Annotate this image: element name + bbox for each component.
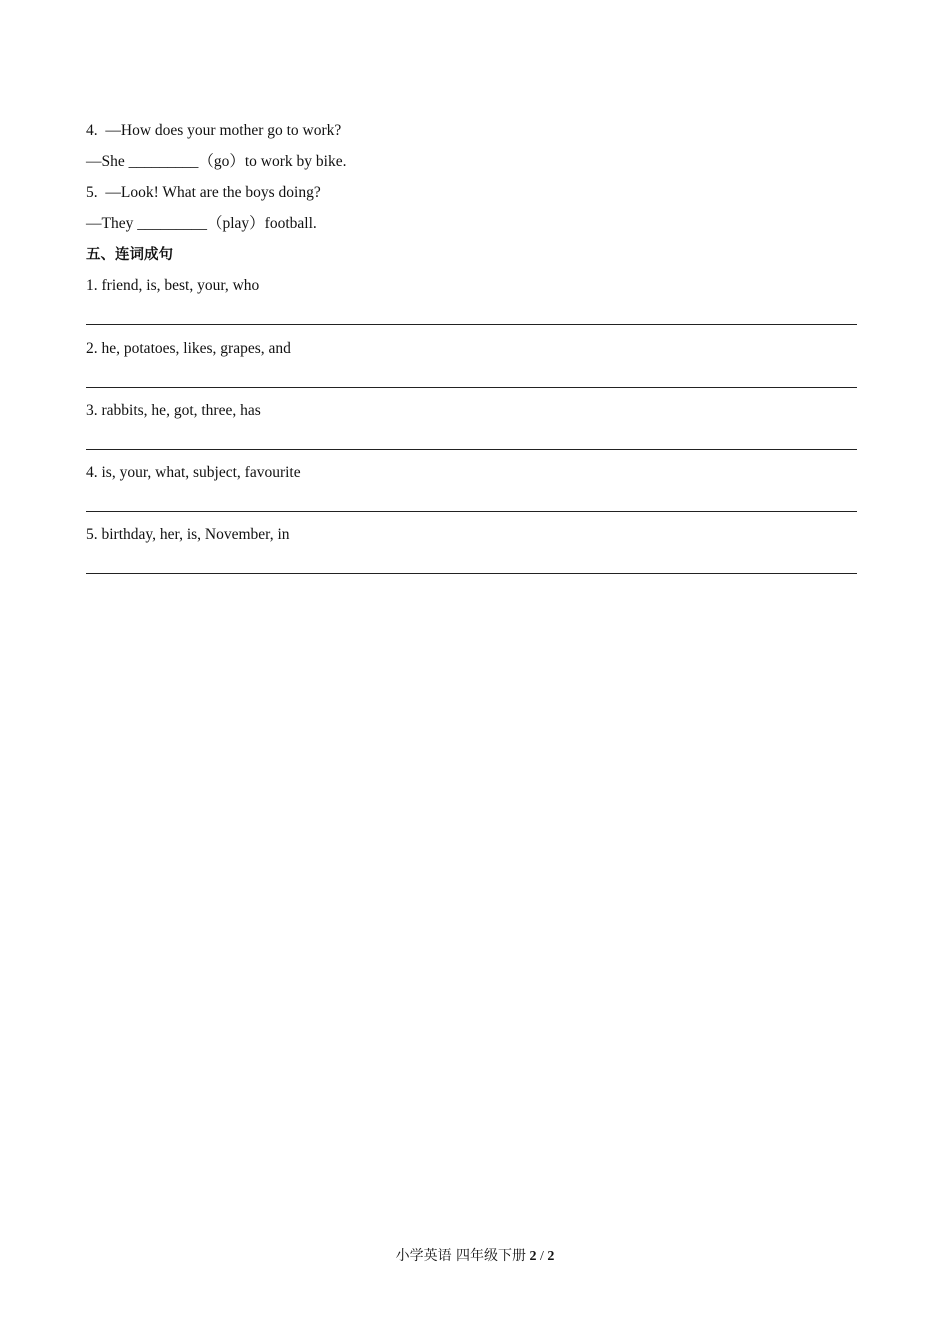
- word-order-item-3: 3. rabbits, he, got, three, has: [86, 402, 261, 419]
- answer-line-4: [86, 511, 857, 512]
- question-4-answer: —She _________（go）to work by bike.: [86, 153, 347, 170]
- answer-line-1: [86, 324, 857, 325]
- answer-line-3: [86, 449, 857, 450]
- page-separator: /: [536, 1249, 548, 1264]
- word-order-item-5: 5. birthday, her, is, November, in: [86, 526, 290, 543]
- word-order-item-2: 2. he, potatoes, likes, grapes, and: [86, 340, 291, 357]
- page-total: 2: [547, 1249, 555, 1264]
- word-order-item-4: 4. is, your, what, subject, favourite: [86, 464, 301, 481]
- question-4-prompt: 4. —How does your mother go to work?: [86, 122, 342, 139]
- answer-line-2: [86, 387, 857, 388]
- question-5-answer: —They _________（play）football.: [86, 215, 317, 232]
- question-5-prompt: 5. —Look! What are the boys doing?: [86, 184, 321, 201]
- section-heading: 五、连词成句: [86, 247, 173, 263]
- page-current: 2: [529, 1249, 537, 1264]
- word-order-item-1: 1. friend, is, best, your, who: [86, 277, 260, 294]
- page-footer: [0, 1246, 950, 1267]
- answer-line-5: [86, 573, 857, 574]
- footer-text: 小学英语 四年级下册: [395, 1248, 527, 1264]
